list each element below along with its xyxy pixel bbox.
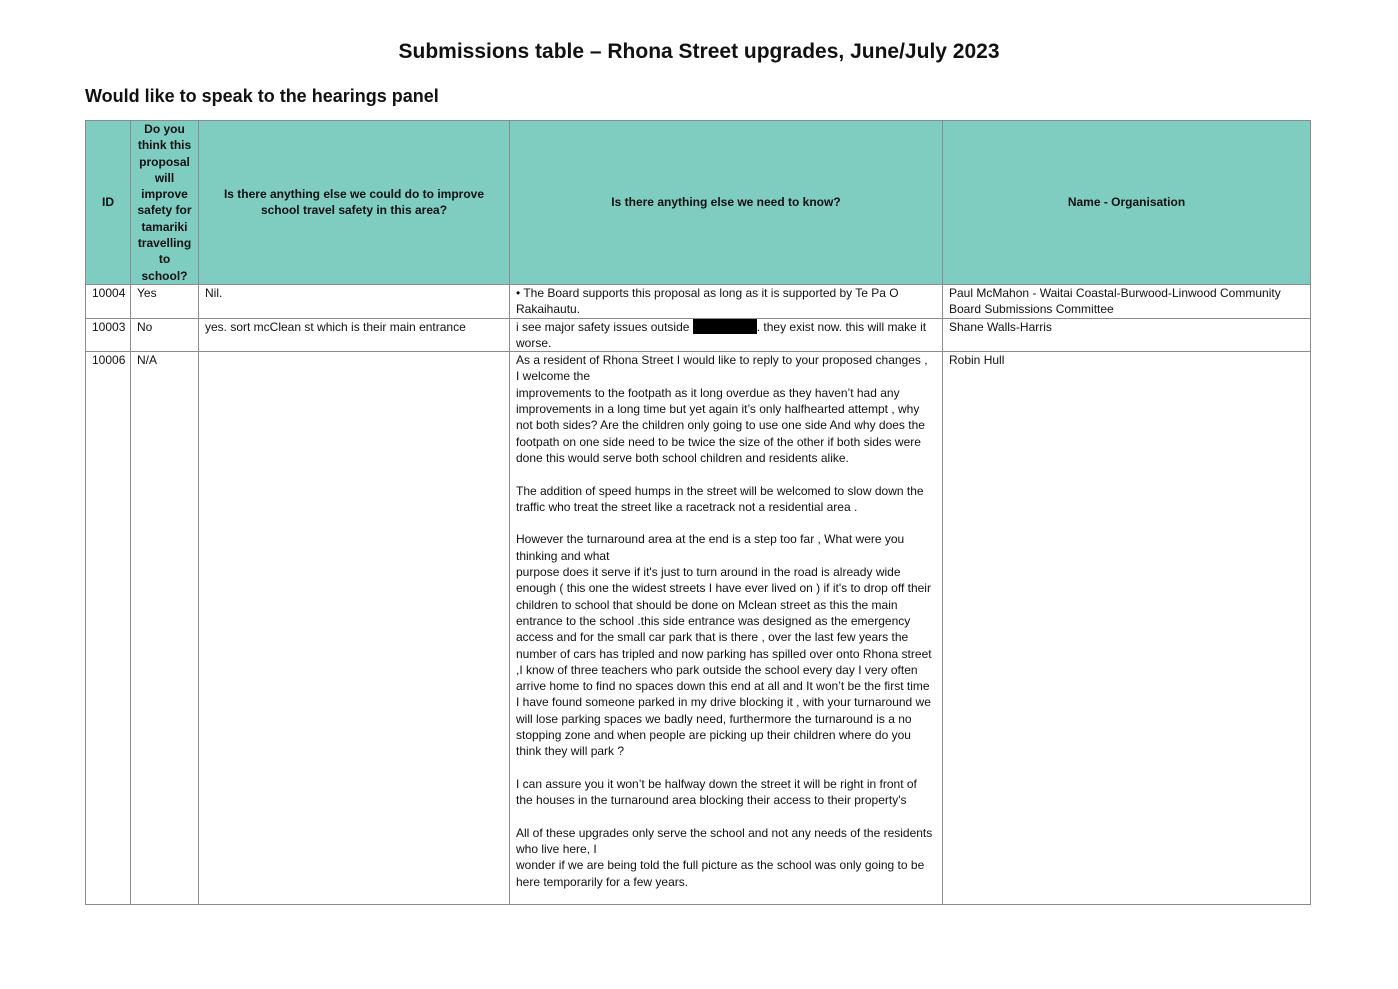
cell-improve: Nil. — [199, 284, 510, 318]
header-id: ID — [86, 121, 131, 285]
know-text-before: i see major safety issues outside — [516, 319, 693, 334]
header-improve: Is there anything else we could do to improve school travel safety in this area? — [199, 121, 510, 285]
know-paragraph: The addition of speed humps in the street will be welcomed to slow down the traffic who treat the street like a racetrack not a residential area . — [516, 483, 924, 514]
table-row — [86, 284, 1311, 318]
header-know: Is there anything else we need to know? — [510, 121, 943, 285]
redaction-block — [693, 319, 757, 334]
cell-know — [510, 352, 943, 905]
table-row — [86, 318, 1311, 352]
cell-id: 10006 — [86, 352, 131, 905]
header-safety: Do you think this proposal will improve safety for tamariki travelling to school? — [131, 121, 199, 285]
table-header-row — [86, 121, 1311, 285]
cell-name: Shane Walls-Harris — [943, 318, 1311, 352]
know-text-after: . they exist now. this will make it worse. — [516, 319, 927, 350]
cell-id: 10003 — [86, 318, 131, 352]
cell-name: Robin Hull — [943, 352, 1311, 905]
submissions-table — [85, 120, 1311, 905]
section-heading: Would like to speak to the hearings panel — [85, 86, 439, 106]
cell-safety: No — [131, 318, 199, 352]
document-title: Submissions table – Rhona Street upgrades, June/July 2023 — [398, 40, 1000, 63]
header-name: Name - Organisation — [943, 121, 1311, 285]
table-row — [86, 352, 1311, 905]
cell-improve — [199, 352, 510, 905]
cell-safety: N/A — [131, 352, 199, 905]
know-paragraph: However the turnaround area at the end is a step too far , What were you thinking and what purpose does it serve if it's just to turn around in the road is already wide enough ( this one the widest streets I have ever lived on ) if it's to drop off their children to school that should be done on Mclean street as this the main entrance to the school .this side entrance was designed as the emergency access and for the small car park that is there , over the last few years the number of cars has tripled and now parking has spilled over onto Rhona street ,I know of three teachers who park outside the school every day I very often arrive home to find no spaces down this end at all and It won’t be the first time I have found someone parked in my drive blocking it , with your turnaround we will lose parking spaces we badly need, furthermore the turnaround is a no stopping zone and when people are picking up their children where do you think they will park ? — [516, 532, 932, 759]
cell-id: 10004 — [86, 284, 131, 318]
know-paragraph: All of these upgrades only serve the school and not any needs of the residents who live here, I wonder if we are being told the full picture as the school was only going to be here temporarily for a few years. — [516, 825, 933, 889]
know-paragraph: As a resident of Rhona Street I would like to reply to your proposed changes , I welcome the improvements to the footpath as it long overdue as they haven’t had any improvements in a long time but yet again it’s only halfhearted attempt , why not both sides? Are the children only going to use one side And why does the footpath on one side need to be twice the size of the other if both sides were done this would serve both school children and residents alike. — [516, 353, 928, 465]
cell-improve: yes. sort mcClean st which is their main entrance — [199, 318, 510, 352]
cell-name: Paul McMahon - Waitai Coastal-Burwood-Linwood Community Board Submissions Committee — [943, 284, 1311, 318]
know-paragraph: I can assure you it won’t be halfway down the street it will be right in front of the houses in the turnaround area blocking their access to their property's — [516, 776, 917, 808]
cell-safety: Yes — [131, 284, 199, 318]
cell-know: • The Board supports this proposal as long as it is supported by Te Pa O Rakaihautu. — [510, 284, 943, 318]
cell-know — [510, 318, 943, 352]
